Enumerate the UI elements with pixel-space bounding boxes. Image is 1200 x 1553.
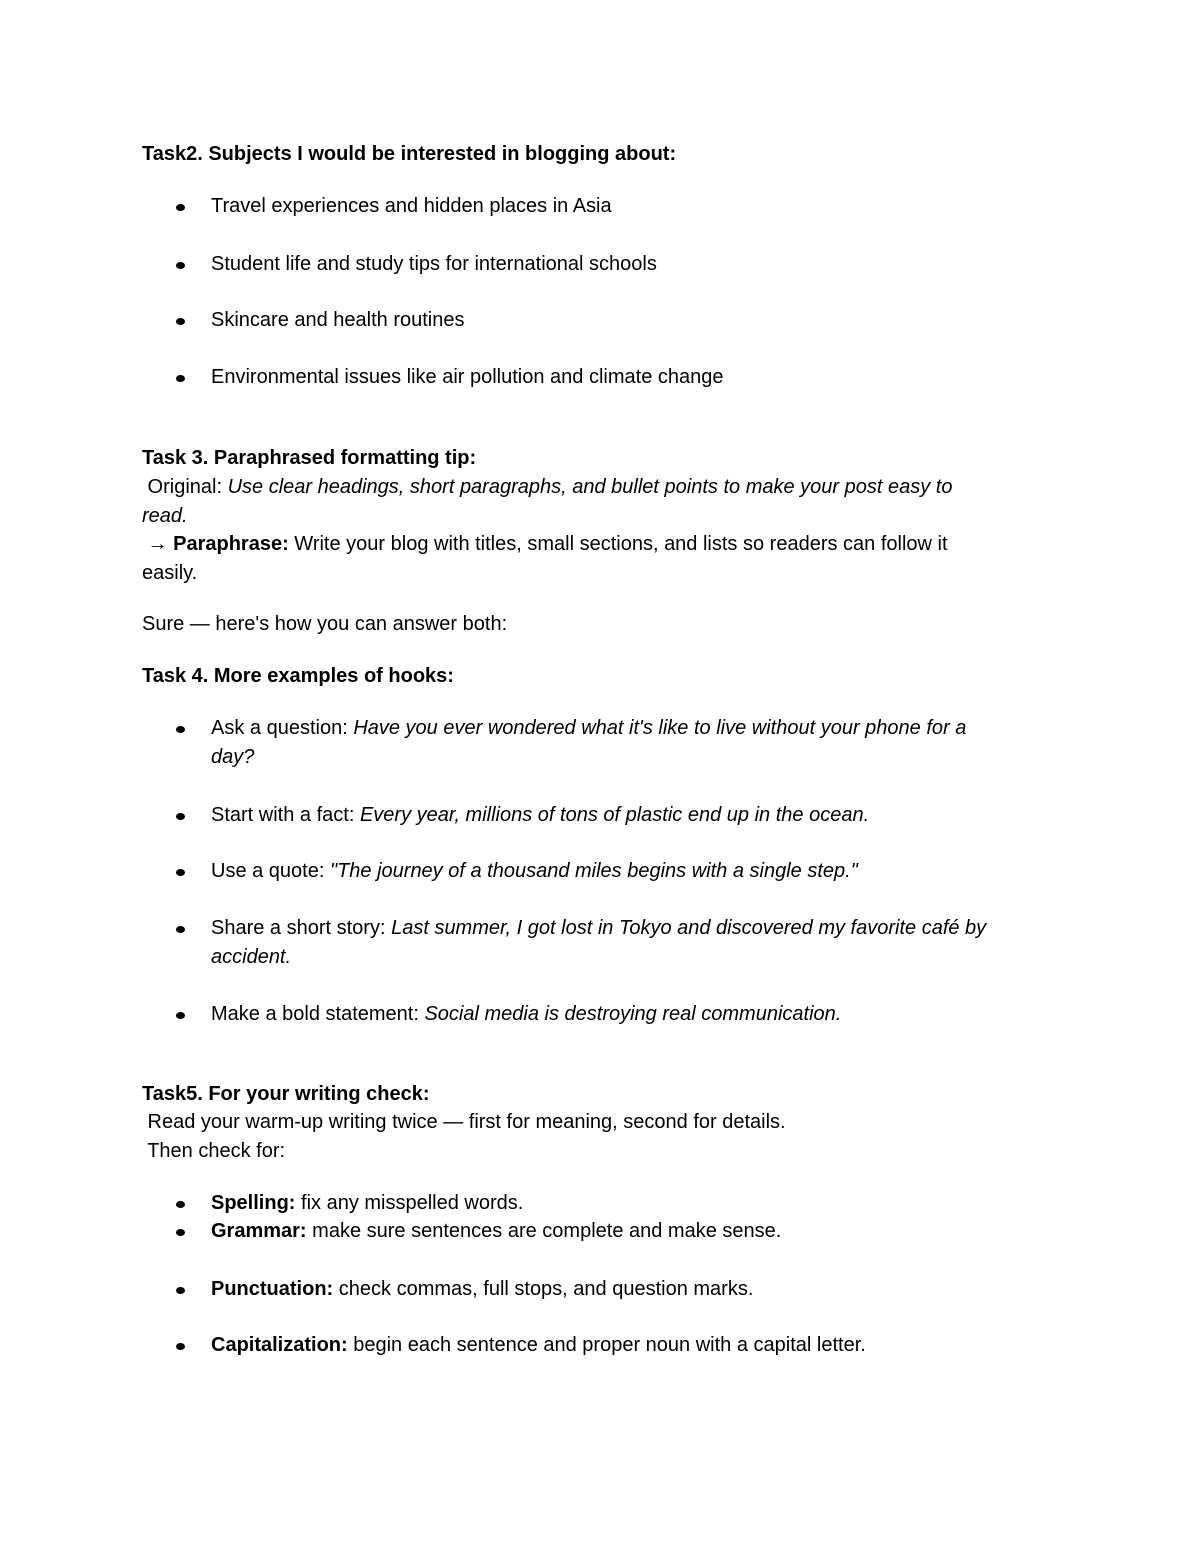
bullet-icon — [176, 375, 185, 382]
paraphrase-label: Paraphrase: — [173, 533, 289, 555]
hook-prefix: Make a bold statement: — [211, 1003, 425, 1025]
list-item-text: Environmental issues like air pollution and climate change — [211, 366, 724, 388]
check-text: begin each sentence and proper noun with a capital letter. — [347, 1334, 866, 1356]
hook-prefix: Ask a question: — [211, 717, 354, 739]
bullet-icon — [176, 204, 185, 211]
paraphrase-text-continued: easily. — [142, 562, 198, 584]
hook-example: Have you ever wondered what it's like to live without your phone for a — [353, 717, 967, 739]
original-text: Use clear headings, short paragraphs, and bullet points to make your post easy to — [227, 476, 953, 498]
check-label: Punctuation: — [211, 1278, 334, 1300]
paraphrase-line — [142, 530, 948, 559]
list-item-text: Travel experiences and hidden places in Asia — [211, 195, 612, 217]
hook-example: Social media is destroying real communication. — [424, 1003, 842, 1025]
check-text: fix any misspelled words. — [295, 1192, 524, 1214]
hook-example: Last summer, I got lost in Tokyo and discovered my favorite café by — [391, 917, 987, 939]
task2-heading: Task2. Subjects I would be interested in blogging about: — [142, 143, 677, 165]
arrow-icon: → — [142, 533, 174, 555]
task4-heading: Task 4. More examples of hooks: — [142, 665, 454, 687]
list-item-text: Student life and study tips for international schools — [211, 253, 657, 275]
bullet-icon — [176, 926, 185, 933]
hook-prefix: Start with a fact: — [211, 804, 360, 826]
task3-note: Sure — here's how you can answer both: — [142, 613, 508, 635]
hook-prefix: Share a short story: — [211, 917, 392, 939]
task5-intro-continued: Then check for: — [142, 1140, 286, 1162]
bullet-icon — [176, 813, 185, 820]
bullet-icon — [176, 1201, 185, 1208]
hook-example: "The journey of a thousand miles begins with a single step." — [329, 860, 858, 882]
hook-example-continued: accident. — [211, 946, 292, 968]
bullet-icon — [176, 726, 185, 733]
original-text-continued: read. — [142, 505, 188, 527]
task5-heading: Task5. For your writing check: — [142, 1083, 430, 1105]
task3-heading: Task 3. Paraphrased formatting tip: — [142, 447, 477, 469]
bullet-icon — [176, 1287, 185, 1294]
original-line — [142, 473, 952, 502]
check-label: Capitalization: — [211, 1334, 348, 1356]
hook-prefix: Use a quote: — [211, 860, 330, 882]
list-item-text: Skincare and health routines — [211, 309, 465, 331]
paraphrase-text: Write your blog with titles, small sections, and lists so readers can follow it — [288, 533, 948, 555]
bullet-icon — [176, 1343, 185, 1350]
hook-example-continued: day? — [211, 746, 255, 768]
hook-example: Every year, millions of tons of plastic end up in the ocean. — [359, 804, 870, 826]
task5-intro: Read your warm-up writing twice — first for meaning, second for details. — [142, 1111, 786, 1133]
check-label: Grammar: — [211, 1220, 307, 1242]
check-label: Spelling: — [211, 1192, 296, 1214]
original-label: Original: — [142, 476, 228, 498]
check-text: make sure sentences are complete and make sense. — [306, 1220, 782, 1242]
bullet-icon — [176, 1229, 185, 1236]
bullet-icon — [176, 318, 185, 325]
check-text: check commas, full stops, and question marks. — [333, 1278, 754, 1300]
bullet-icon — [176, 1012, 185, 1019]
bullet-icon — [176, 262, 185, 269]
bullet-icon — [176, 869, 185, 876]
